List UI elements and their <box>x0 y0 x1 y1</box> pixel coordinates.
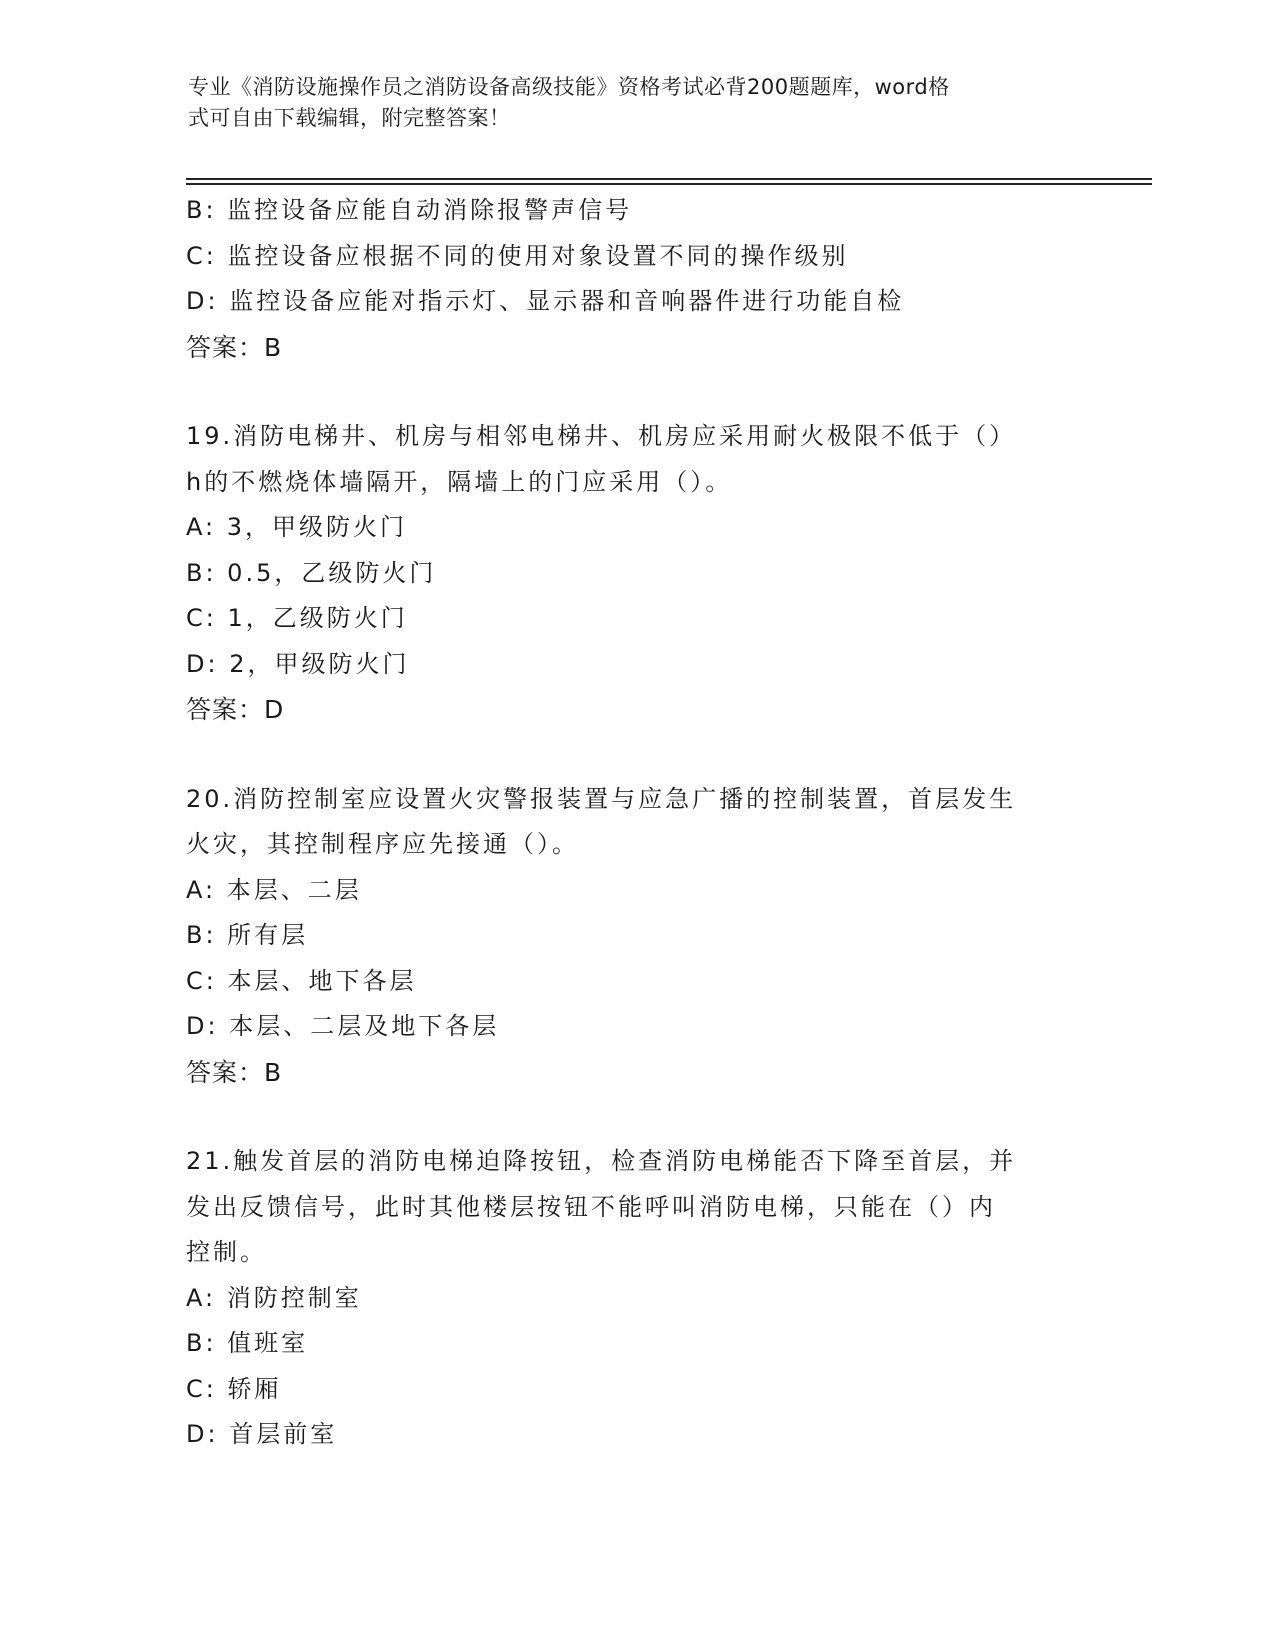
question-text: 火灾，其控制程序应先接通（）。 <box>186 830 579 858</box>
option-d: D: 2，甲级防火门 <box>186 649 410 678</box>
header-line-1: 专业《消防设施操作员之消防设备高级技能》资格考试必背200题题库，word格 <box>188 75 950 99</box>
answer-label: 答案：D <box>186 695 285 724</box>
option-b: B: 监控设备应能自动消除报警声信号 <box>186 196 633 224</box>
option-a: A: 本层、二层 <box>186 875 362 904</box>
option-c: C: 监控设备应根据不同的使用对象设置不同的操作级别 <box>186 241 849 270</box>
option-c: C: 1，乙级防火门 <box>186 604 408 632</box>
option-b: B: 0.5，乙级防火门 <box>186 558 437 587</box>
question-text: 21.触发首层的消防电梯迫降按钮，检查消防电梯能否下降至首层，并 <box>186 1147 1017 1175</box>
question-list <box>186 188 1086 1458</box>
option-a: A: 消防控制室 <box>186 1283 362 1312</box>
question-18-tail <box>186 188 1086 370</box>
option-c: C: 本层、地下各层 <box>186 966 417 995</box>
header-line-2: 式可自由下载编辑，附完整答案！ <box>188 106 511 130</box>
header-rule-top <box>186 178 1152 180</box>
question-text: h的不燃烧体墙隔开，隔墙上的门应采用（）。 <box>186 467 733 496</box>
question-text: 控制。 <box>186 1238 267 1266</box>
option-d: D: 本层、二层及地下各层 <box>186 1012 500 1040</box>
option-b: B: 所有层 <box>186 921 309 949</box>
answer-label: 答案：B <box>186 332 283 362</box>
question-text: 发出反馈信号，此时其他楼层按钮不能呼叫消防电梯，只能在（）内 <box>186 1192 996 1221</box>
document-header <box>188 72 1068 134</box>
question-text: 19.消防电梯井、机房与相邻电梯井、机房应采用耐火极限不低于（） <box>186 422 1017 450</box>
header-rule-bottom <box>186 183 1152 185</box>
option-a: A: 3，甲级防火门 <box>186 513 407 541</box>
answer-label: 答案：B <box>186 1057 283 1087</box>
question-20 <box>186 777 1086 1096</box>
option-d: D: 首层前室 <box>186 1420 338 1448</box>
question-21 <box>186 1139 1086 1458</box>
question-19 <box>186 414 1086 733</box>
option-d: D: 监控设备应能对指示灯、显示器和音响器件进行功能自检 <box>186 287 905 315</box>
question-text: 20.消防控制室应设置火灾警报装置与应急广播的控制装置，首层发生 <box>186 784 1017 813</box>
option-c: C: 轿厢 <box>186 1374 282 1403</box>
option-b: B: 值班室 <box>186 1329 309 1357</box>
